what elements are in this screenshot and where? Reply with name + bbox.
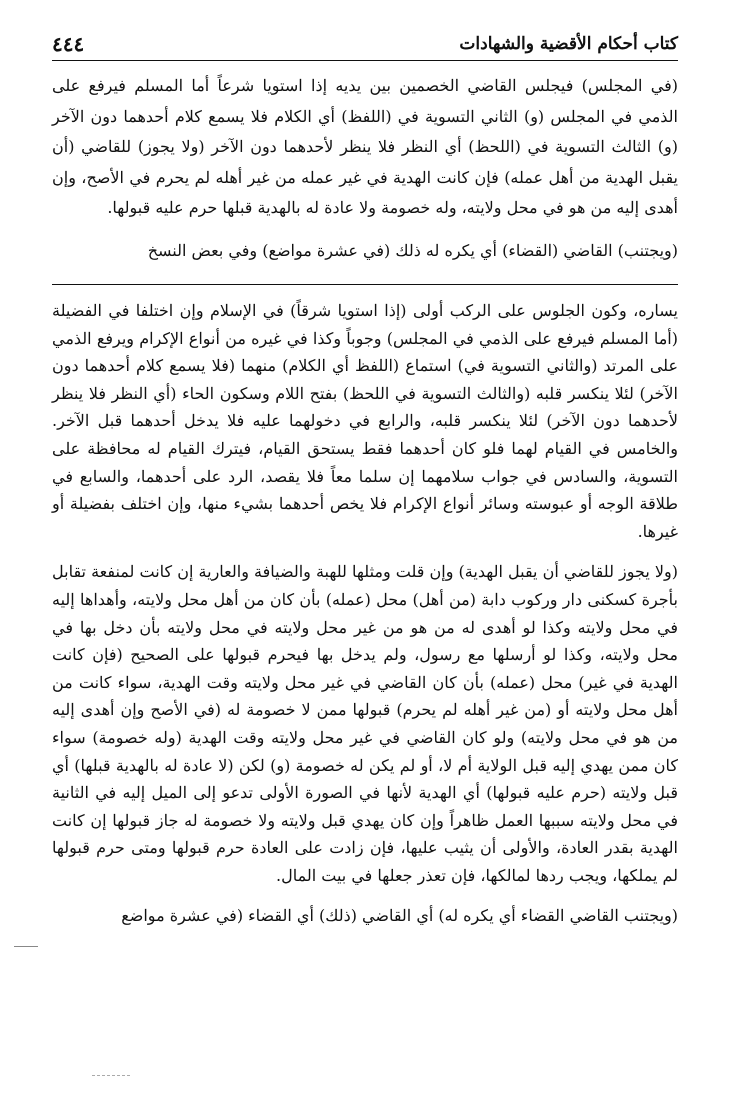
commentary-text bbox=[52, 297, 678, 930]
commentary-paragraph: يساره، وكون الجلوس على الركب أولى (إذا استويا شرقاً) في الإسلام وإن اختلفا في الفضيلة (أما المسلم فيرفع على الذمي في المجلس) وجوباً وكذا في غيره من أنواع الإكرام ويرفع الذمي على المرتد (والثاني التسوية في) استماع (اللفظ أي الكلام) منهما (فلا يسمع كلام أحدهما دون الآخر) لئلا ينكسر قلبه (والثالث التسوية في اللحظ) بفتح اللام وسكون الحاء (أي النظر فلا ينظر لأحدهما دون الآخر) لئلا ينكسر قلبه، والرابع في دخولهما عليه فلا يدخل أحدهما قبل الآخر. والخامس في القيام لهما فلو كان أحدهما فقط يستحق القيام، فيترك القيام له محافظة على التسوية، والسادس في جواب سلامهما إن سلما معاً فلا يقصد، الرد على أحدهما، والسابع في طلاقة الوجه أو عبوسته وسائر أنواع الإكرام فلا يخص أحدهما بشيء منها، وإن اختلف بفضيلة أو غيرها. bbox=[52, 301, 679, 541]
page-number: ٤٤٤ bbox=[52, 32, 85, 56]
commentary-paragraph: (ويجتنب القاضي القضاء أي يكره له) أي القاضي (ذلك) أي القضاء (في عشرة مواضع bbox=[121, 906, 678, 926]
section-divider bbox=[52, 284, 678, 285]
book-page bbox=[52, 30, 678, 930]
commentary-paragraph: (ولا يجوز للقاضي أن يقبل الهدية) وإن قلت ومثلها للهبة والضيافة والعارية إن كانت لمنفعة تقابل بأجرة كسكنى دار وركوب دابة (من أهل) محل (عمله) بأن كان من أهل محل ولايته، وأهداها إليه في محل ولايته وكذا لو أهدى له من هو من غير محل ولايته في محل ولايته بأن دخل بها في محل ولايته، وكذا لو أرسلها مع رسول، ولم يدخل بها فيحرم قبولها على الصحيح (فإن كانت الهدية في غير) محل (عمله) بأن كان القاضي في غير محل ولايته وقت الهدية، سواء كانت من أهل محل ولايته أو (من غير أهله لم يحرم) قبولها ممن لا خصومة له (في الأصح وإن أهدى إليه من هو في محل ولايته) ولو كان القاضي في غير محل ولايته وقت الهدية (وله خصومة) سواء كان ممن يهدي إليه قبل الولاية أم لا، أو لم يكن له خصومة (و) لكن (لا عادة له بالهدية قبلها) أي قبل ولايته (حرم عليه قبولها) أي الهدية لأنها في الصورة الأولى تدعو إلى الميل إليه في الثانية في محل ولايته سببها العمل ظاهراً وإن كان يهدي قبل ولايته ولا خصومة له جاز قبولها إن كانت الهدية بقدر العادة، والأولى أن يثيب عليها، فإن زادت على العادة حرم قبولها ومتى حرم قبولها لم يملكها، ويجب ردها لمالكها، فإن تعذر جعلها في بيت المال. bbox=[52, 562, 679, 885]
main-text-paragraph: (ويجتنب) القاضي (القضاء) أي يكره له ذلك (في عشرة مواضع) وفي بعض النسخ bbox=[147, 240, 678, 260]
main-text bbox=[52, 71, 678, 266]
margin-mark bbox=[14, 946, 38, 947]
running-title: كتاب أحكام الأقضية والشهادات bbox=[459, 34, 678, 54]
footnote-mark bbox=[92, 1075, 130, 1076]
main-text-paragraph: (في المجلس) فيجلس القاضي الخصمين بين يديه إذا استويا شرعاً أما المسلم فيرفع على الذمي في المجلس (و) الثاني التسوية في (اللفظ) أي الكلام فلا يسمع كلام أحدهما دون الآخر (و) الثالث التسوية في (اللحظ) أي النظر فلا ينظر لأحدهما دون الآخر (ولا يجوز) للقاضي (أن يقبل الهدية من أهل عمله) فإن كانت الهدية في غير عمله من غير أهله لم يحرم في الأصح، وإن أهدى إليه من هو في محل ولايته، وله خصومة ولا عادة له بالهدية قبلها حرم عليه قبولها. bbox=[52, 76, 678, 217]
page-header bbox=[52, 30, 678, 61]
